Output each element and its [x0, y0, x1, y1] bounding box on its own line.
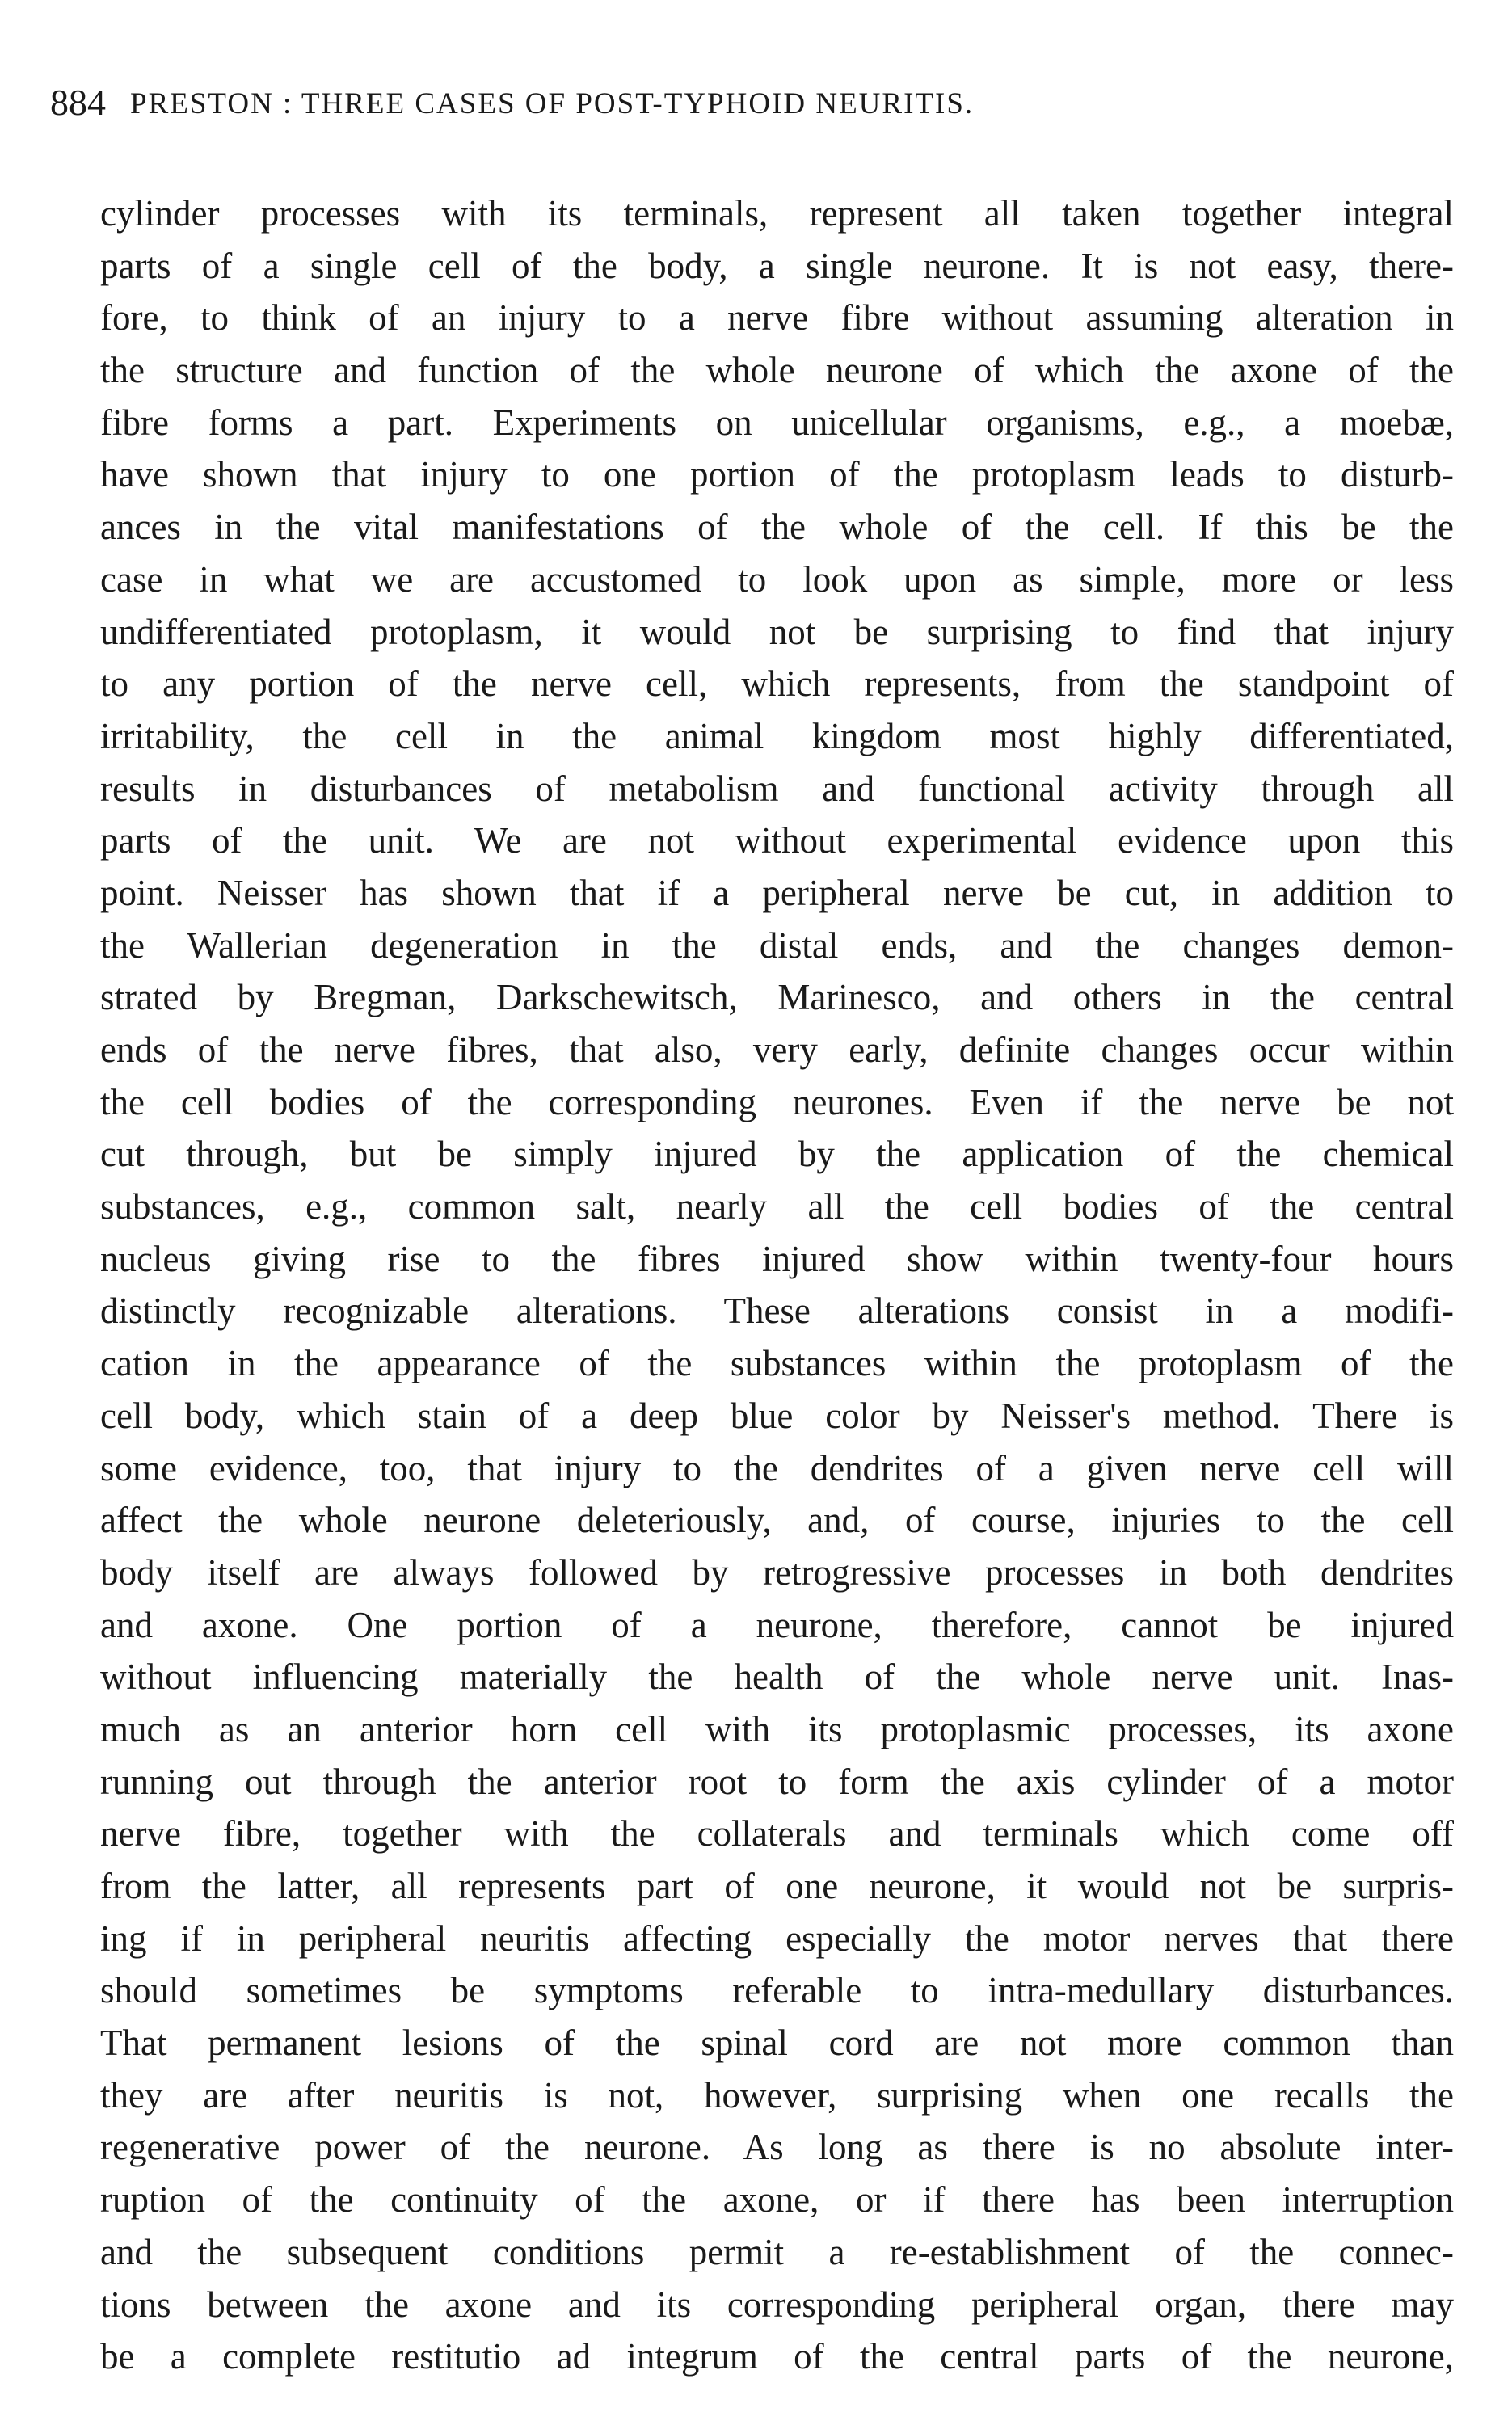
text-line: the cell bodies of the corresponding neurones. Even if the nerve be not [100, 1081, 1454, 1122]
text-line: the structure and function of the whole neurone of which the axone of the [100, 350, 1454, 391]
text-line: results in disturbances of metabolism and functional activity through all [100, 768, 1454, 809]
text-line: undifferentiated protoplasm, it would not be surprising to find that injury [100, 611, 1454, 652]
text-line: running out through the anterior root to form the axis cylinder of a motor [100, 1761, 1454, 1802]
text-line: and the subsequent conditions permit a re-establishment of the connec- [100, 2231, 1454, 2272]
text-line: without influencing materially the health of the whole nerve unit. Inas- [100, 1657, 1454, 1698]
text-line: parts of the unit. We are not without experimental evidence upon this [100, 820, 1454, 861]
text-line: fore, to think of an injury to a nerve fibre without assuming alteration in [100, 297, 1454, 339]
text-line: much as an anterior horn cell with its protoplasmic processes, its axone [100, 1708, 1454, 1749]
text-line: substances, e.g., common salt, nearly all the cell bodies of the central [100, 1186, 1454, 1227]
text-line: and axone. One portion of a neurone, therefore, cannot be injured [100, 1604, 1454, 1645]
text-line: to any portion of the nerve cell, which represents, from the standpoint of [100, 663, 1454, 705]
text-line: have shown that injury to one portion of the protoplasm leads to disturb- [100, 454, 1454, 495]
text-line: the Wallerian degeneration in the distal ends, and the changes demon- [100, 924, 1454, 966]
page-number: 884 [50, 82, 106, 123]
text-line: case in what we are accustomed to look upon as simple, more or less [100, 558, 1454, 600]
text-line: body itself are always followed by retrogressive processes in both dendrites [100, 1551, 1454, 1593]
text-line: ing if in peripheral neuritis affecting especially the motor nerves that there [100, 1918, 1454, 1959]
text-line: ends of the nerve fibres, that also, very early, definite changes occur within [100, 1029, 1454, 1070]
body-text [100, 187, 1454, 2383]
text-line: distinctly recognizable alterations. These alterations consist in a modifi- [100, 1290, 1454, 1332]
text-line: tions between the axone and its corresponding peripheral organ, there may [100, 2284, 1454, 2325]
text-line: regenerative power of the neurone. As long as there is no absolute inter- [100, 2127, 1454, 2168]
text-line: be a complete restitutio ad integrum of the central parts of the neurone, [100, 2336, 1454, 2377]
text-line: they are after neuritis is not, however, surprising when one recalls the [100, 2074, 1454, 2116]
text-line: fibre forms a part. Experiments on unicellular organisms, e.g., a moebæ, [100, 402, 1454, 443]
text-line: nucleus giving rise to the fibres injured show within twenty-four hours [100, 1238, 1454, 1279]
text-line: parts of a single cell of the body, a single neurone. It is not easy, there- [100, 245, 1454, 286]
text-line: irritability, the cell in the animal kingdom most highly differentiated, [100, 715, 1454, 756]
text-line: strated by Bregman, Darkschewitsch, Marinesco, and others in the central [100, 977, 1454, 1018]
text-line: some evidence, too, that injury to the dendrites of a given nerve cell will [100, 1447, 1454, 1488]
text-line: ruption of the continuity of the axone, or if there has been interruption [100, 2179, 1454, 2221]
text-line: cut through, but be simply injured by the application of the chemical [100, 1134, 1454, 1175]
text-line: cation in the appearance of the substances within the protoplasm of the [100, 1343, 1454, 1384]
text-line: point. Neisser has shown that if a peripheral nerve be cut, in addition to [100, 872, 1454, 913]
text-line: from the latter, all represents part of one neurone, it would not be surpris- [100, 1866, 1454, 1906]
text-line: ances in the vital manifestations of the whole of the cell. If this be the [100, 507, 1454, 548]
running-title: PRESTON : THREE CASES OF POST-TYPHOID NEURITIS. [130, 87, 975, 120]
text-line: cylinder processes with its terminals, represent all taken together integral [100, 193, 1454, 234]
text-line: That permanent lesions of the spinal cord are not more common than [100, 2023, 1454, 2064]
running-head [50, 81, 1472, 137]
text-line: cell body, which stain of a deep blue color by Neisser's method. There is [100, 1395, 1454, 1436]
text-line: affect the whole neurone deleteriously, and, of course, injuries to the cell [100, 1500, 1454, 1541]
text-line: should sometimes be symptoms referable to intra-medullary disturbances. [100, 1970, 1454, 2011]
text-line: nerve fibre, together with the collaterals and terminals which come off [100, 1813, 1454, 1855]
